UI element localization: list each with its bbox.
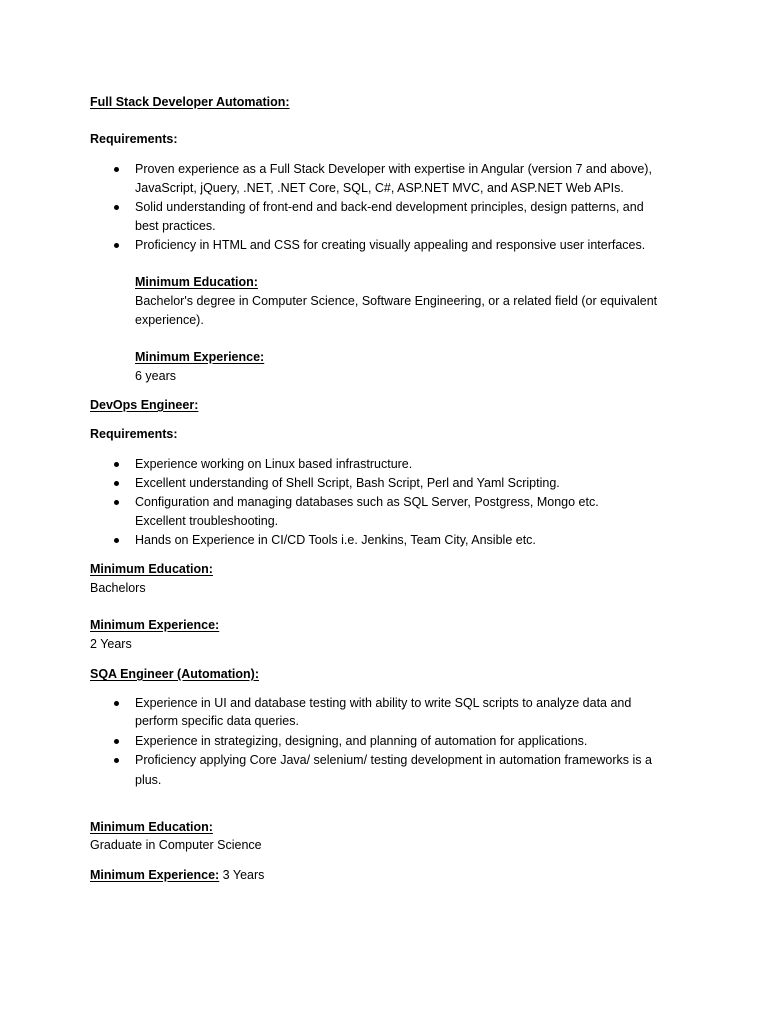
bullet-icon [114,500,119,505]
fullstack-req-1-line-1: Proven experience as a Full Stack Developer with expertise in Angular (version 7 and above), [135,162,652,176]
fullstack-req-2-line-2: best practices. [135,219,216,233]
bullet-icon [114,701,119,706]
devops-education-label: Minimum Education: [90,562,213,576]
devops-title: DevOps Engineer: [90,398,199,412]
sqa-req-2: Experience in strategizing, designing, and planning of automation for applications. [135,734,588,748]
devops-req-3-line-2: Excellent troubleshooting. [135,514,279,528]
devops-req-1: Experience working on Linux based infrastructure. [135,457,413,471]
fullstack-requirements-label: Requirements: [90,132,178,146]
fullstack-req-1-line-2: JavaScript, jQuery, .NET, .NET Core, SQL, C#, ASP.NET MVC, and ASP.NET Web APIs. [135,181,624,195]
bullet-icon [114,462,119,467]
devops-experience-value: 2 Years [90,637,132,651]
sqa-experience-line [90,866,264,884]
sqa-req-3-line-2: plus. [135,773,162,787]
sqa-title: SQA Engineer (Automation): [90,667,259,681]
devops-req-4: Hands on Experience in CI/CD Tools i.e. Jenkins, Team City, Ansible etc. [135,533,536,547]
devops-requirements-label: Requirements: [90,427,178,441]
fullstack-req-2-line-1: Solid understanding of front-end and back-end development principles, design patterns, and [135,200,644,214]
devops-req-3-line-1: Configuration and managing databases such as SQL Server, Postgress, Mongo etc. [135,495,599,509]
sqa-req-1-line-1: Experience in UI and database testing with ability to write SQL scripts to analyze data and [135,696,632,710]
fullstack-title: Full Stack Developer Automation: [90,95,290,109]
sqa-experience-value: 3 Years [219,868,265,882]
sqa-experience-label: Minimum Experience: [90,868,220,882]
bullet-icon [114,538,119,543]
sqa-req-1-line-2: perform specific data queries. [135,714,299,728]
fullstack-req-3-line-1: Proficiency in HTML and CSS for creating visually appealing and responsive user interfaces. [135,238,646,252]
fullstack-education-line-2: experience). [135,313,204,327]
bullet-icon [114,758,119,763]
bullet-icon [114,481,119,486]
sqa-education-label: Minimum Education: [90,820,213,834]
bullet-icon [114,205,119,210]
fullstack-education-label: Minimum Education: [135,275,258,289]
fullstack-experience-value: 6 years [135,369,176,383]
bullet-icon [114,739,119,744]
devops-experience-label: Minimum Experience: [90,618,220,632]
devops-req-2: Excellent understanding of Shell Script, Bash Script, Perl and Yaml Scripting. [135,476,560,490]
fullstack-education-line-1: Bachelor's degree in Computer Science, Software Engineering, or a related field (or equivalent [135,294,658,308]
devops-education-value: Bachelors [90,581,146,595]
sqa-education-value: Graduate in Computer Science [90,838,262,852]
sqa-req-3-line-1: Proficiency applying Core Java/ selenium/ testing development in automation frameworks is a [135,753,652,767]
bullet-icon [114,167,119,172]
bullet-icon [114,243,119,248]
fullstack-experience-label: Minimum Experience: [135,350,265,364]
